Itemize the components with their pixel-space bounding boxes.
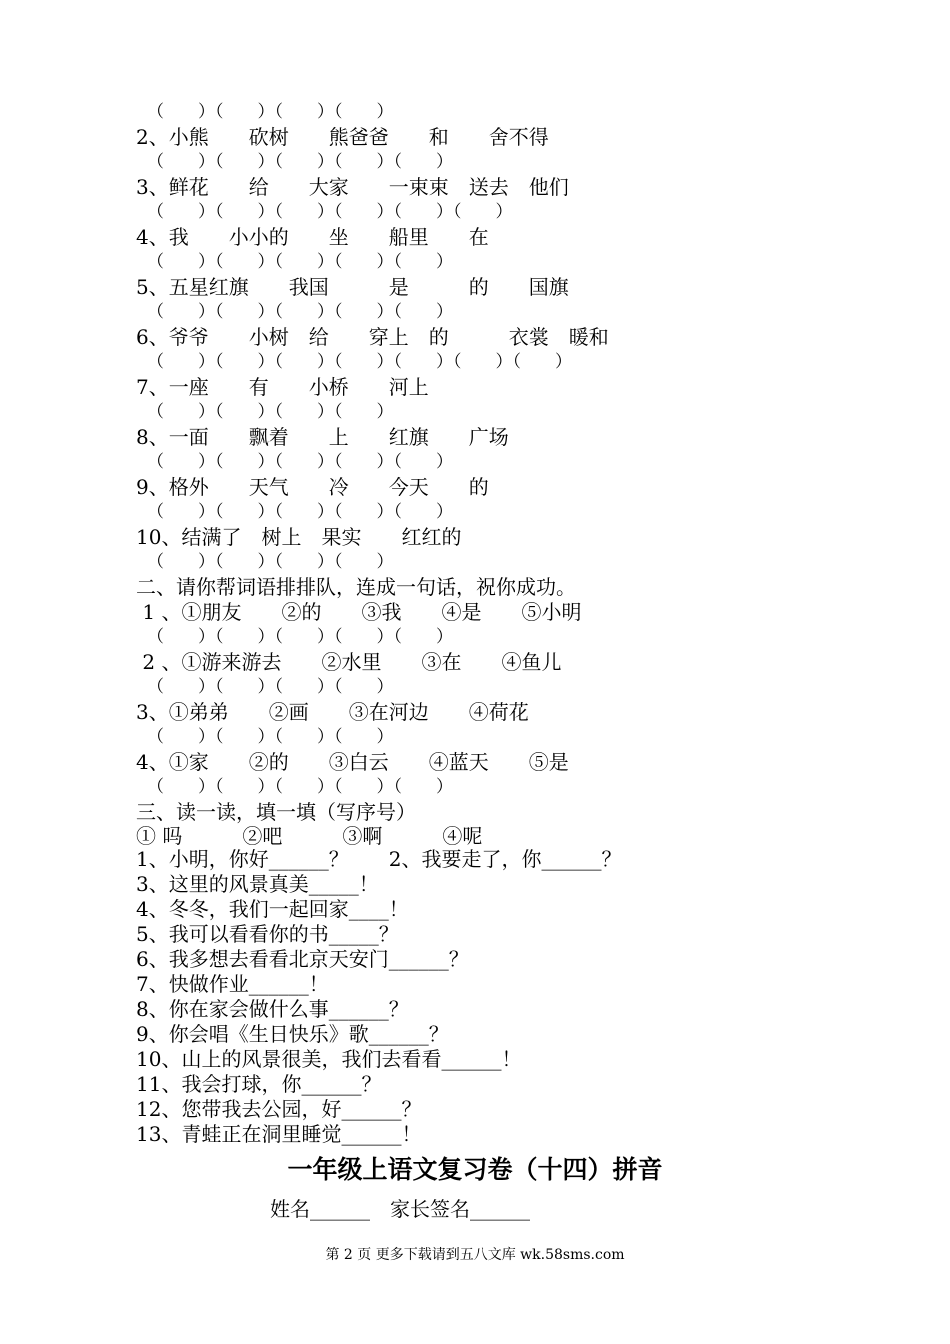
worksheet-line: 12、您带我去公园，好______？ — [136, 1097, 422, 1121]
answer-parentheses-row: （ ）（ ）（ ）（ ）（ ） — [147, 302, 453, 322]
answer-parentheses-row: （ ）（ ）（ ）（ ）（ ）（ ）（ ） — [147, 352, 572, 372]
worksheet-line: 11、我会打球，你______？ — [136, 1072, 382, 1096]
worksheet-title: 一年级上语文复习卷（十四）拼音 — [287, 1155, 663, 1184]
worksheet-line: 9、格外 天气 冷 今天 的 — [136, 475, 489, 499]
worksheet-line: 10、结满了 树上 果实 红红的 — [136, 525, 462, 549]
worksheet-line: 三、读一读，填一填（写序号） — [136, 800, 416, 824]
answer-parentheses-row: （ ）（ ）（ ）（ ） — [147, 677, 394, 697]
worksheet-line: 4、①家 ②的 ③白云 ④蓝天 ⑤是 — [136, 750, 569, 774]
worksheet-line: 8、一面 飘着 上 红旗 广场 — [136, 425, 509, 449]
worksheet-line: 5、五星红旗 我国 是 的 国旗 — [136, 275, 569, 299]
answer-parentheses-row: （ ）（ ）（ ）（ ）（ ） — [147, 627, 453, 647]
answer-parentheses-row: （ ）（ ）（ ）（ ） — [147, 102, 394, 122]
worksheet-line: 10、山上的风景很美，我们去看看______！ — [136, 1047, 522, 1071]
name-signature-line: 姓名______ 家长签名______ — [270, 1197, 530, 1221]
answer-parentheses-row: （ ）（ ）（ ）（ ）（ ） — [147, 252, 453, 272]
answer-parentheses-row: （ ）（ ）（ ）（ ） — [147, 727, 394, 747]
page-footer: 第 2 页 更多下载请到五八文库 wk.58sms.com — [325, 1247, 625, 1263]
worksheet-line: 3、这里的风景真美_____！ — [136, 872, 379, 896]
worksheet-line: 13、青蛙正在洞里睡觉______！ — [136, 1122, 422, 1146]
worksheet-line: 1 、①朋友 ②的 ③我 ④是 ⑤小明 — [136, 600, 582, 624]
worksheet-line: 1、小明，你好______？ 2、我要走了，你______？ — [136, 847, 622, 871]
worksheet-line: ① 吗 ②吧 ③啊 ④呢 — [136, 824, 483, 848]
worksheet-line: 2、小熊 砍树 熊爸爸 和 舍不得 — [136, 125, 549, 149]
answer-parentheses-row: （ ）（ ）（ ）（ ） — [147, 552, 394, 572]
worksheet-line: 4、冬冬，我们一起回家____！ — [136, 897, 409, 921]
worksheet-line: 2 、①游来游去 ②水里 ③在 ④鱼儿 — [136, 650, 562, 674]
answer-parentheses-row: （ ）（ ）（ ）（ ）（ ）（ ） — [147, 202, 513, 222]
answer-parentheses-row: （ ）（ ）（ ）（ ）（ ） — [147, 502, 453, 522]
answer-parentheses-row: （ ）（ ）（ ）（ ）（ ） — [147, 152, 453, 172]
worksheet-line: 7、一座 有 小桥 河上 — [136, 375, 429, 399]
worksheet-line: 二、请你帮词语排排队，连成一句话，祝你成功。 — [136, 575, 576, 599]
worksheet-line: 7、快做作业______！ — [136, 972, 329, 996]
worksheet-line: 5、我可以看看你的书_____？ — [136, 922, 399, 946]
worksheet-line: 6、我多想去看看北京天安门______？ — [136, 947, 469, 971]
worksheet-line: 6、爷爷 小树 给 穿上 的 衣裳 暖和 — [136, 325, 609, 349]
worksheet-line: 4、我 小小的 坐 船里 在 — [136, 225, 489, 249]
answer-parentheses-row: （ ）（ ）（ ）（ ）（ ） — [147, 777, 453, 797]
worksheet-line: 3、鲜花 给 大家 一束束 送去 他们 — [136, 175, 569, 199]
worksheet-line: 8、你在家会做什么事______？ — [136, 997, 409, 1021]
answer-parentheses-row: （ ）（ ）（ ）（ ） — [147, 402, 394, 422]
answer-parentheses-row: （ ）（ ）（ ）（ ）（ ） — [147, 452, 453, 472]
worksheet-line: 9、你会唱《生日快乐》歌______？ — [136, 1022, 449, 1046]
worksheet-line: 3、①弟弟 ②画 ③在河边 ④荷花 — [136, 700, 529, 724]
